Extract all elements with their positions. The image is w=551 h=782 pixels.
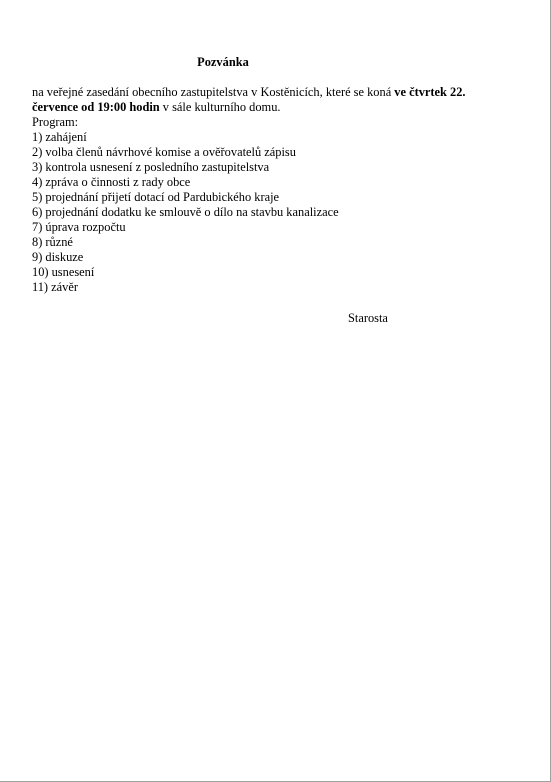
- document-body: [32, 85, 482, 295]
- program-item: 10) usnesení: [32, 265, 95, 279]
- program-list: [32, 130, 482, 295]
- program-item: 5) projednání přijetí dotací od Pardubického kraje: [32, 190, 280, 204]
- program-item: 6) projednání dodatku ke smlouvě o dílo na stavbu kanalizace: [32, 205, 339, 219]
- intro-text-start: na veřejné zasedání obecního zastupitelstva v Kostěnicích, které se koná: [32, 85, 395, 99]
- program-item: 3) kontrola usnesení z posledního zastupitelstva: [32, 160, 270, 174]
- program-item: 4) zpráva o činnosti z rady obce: [32, 175, 191, 189]
- program-item: 11) závěr: [32, 280, 78, 294]
- program-item: 7) úprava rozpočtu: [32, 220, 126, 234]
- signature: Starosta: [348, 311, 388, 325]
- program-item: 8) různé: [32, 235, 73, 249]
- intro-date-time: ve čtvrtek 22. července od 19:00 hodin: [32, 85, 466, 114]
- document-title: Pozvánka: [197, 55, 249, 69]
- program-item: 2) volba členů návrhové komise a ověřovatelů zápisu: [32, 145, 296, 159]
- program-label: Program:: [32, 115, 79, 129]
- program-item: 1) zahájení: [32, 130, 87, 144]
- intro-text-end: v sále kulturního domu.: [159, 100, 281, 114]
- program-item: 9) diskuze: [32, 250, 84, 264]
- intro-paragraph: [32, 85, 482, 115]
